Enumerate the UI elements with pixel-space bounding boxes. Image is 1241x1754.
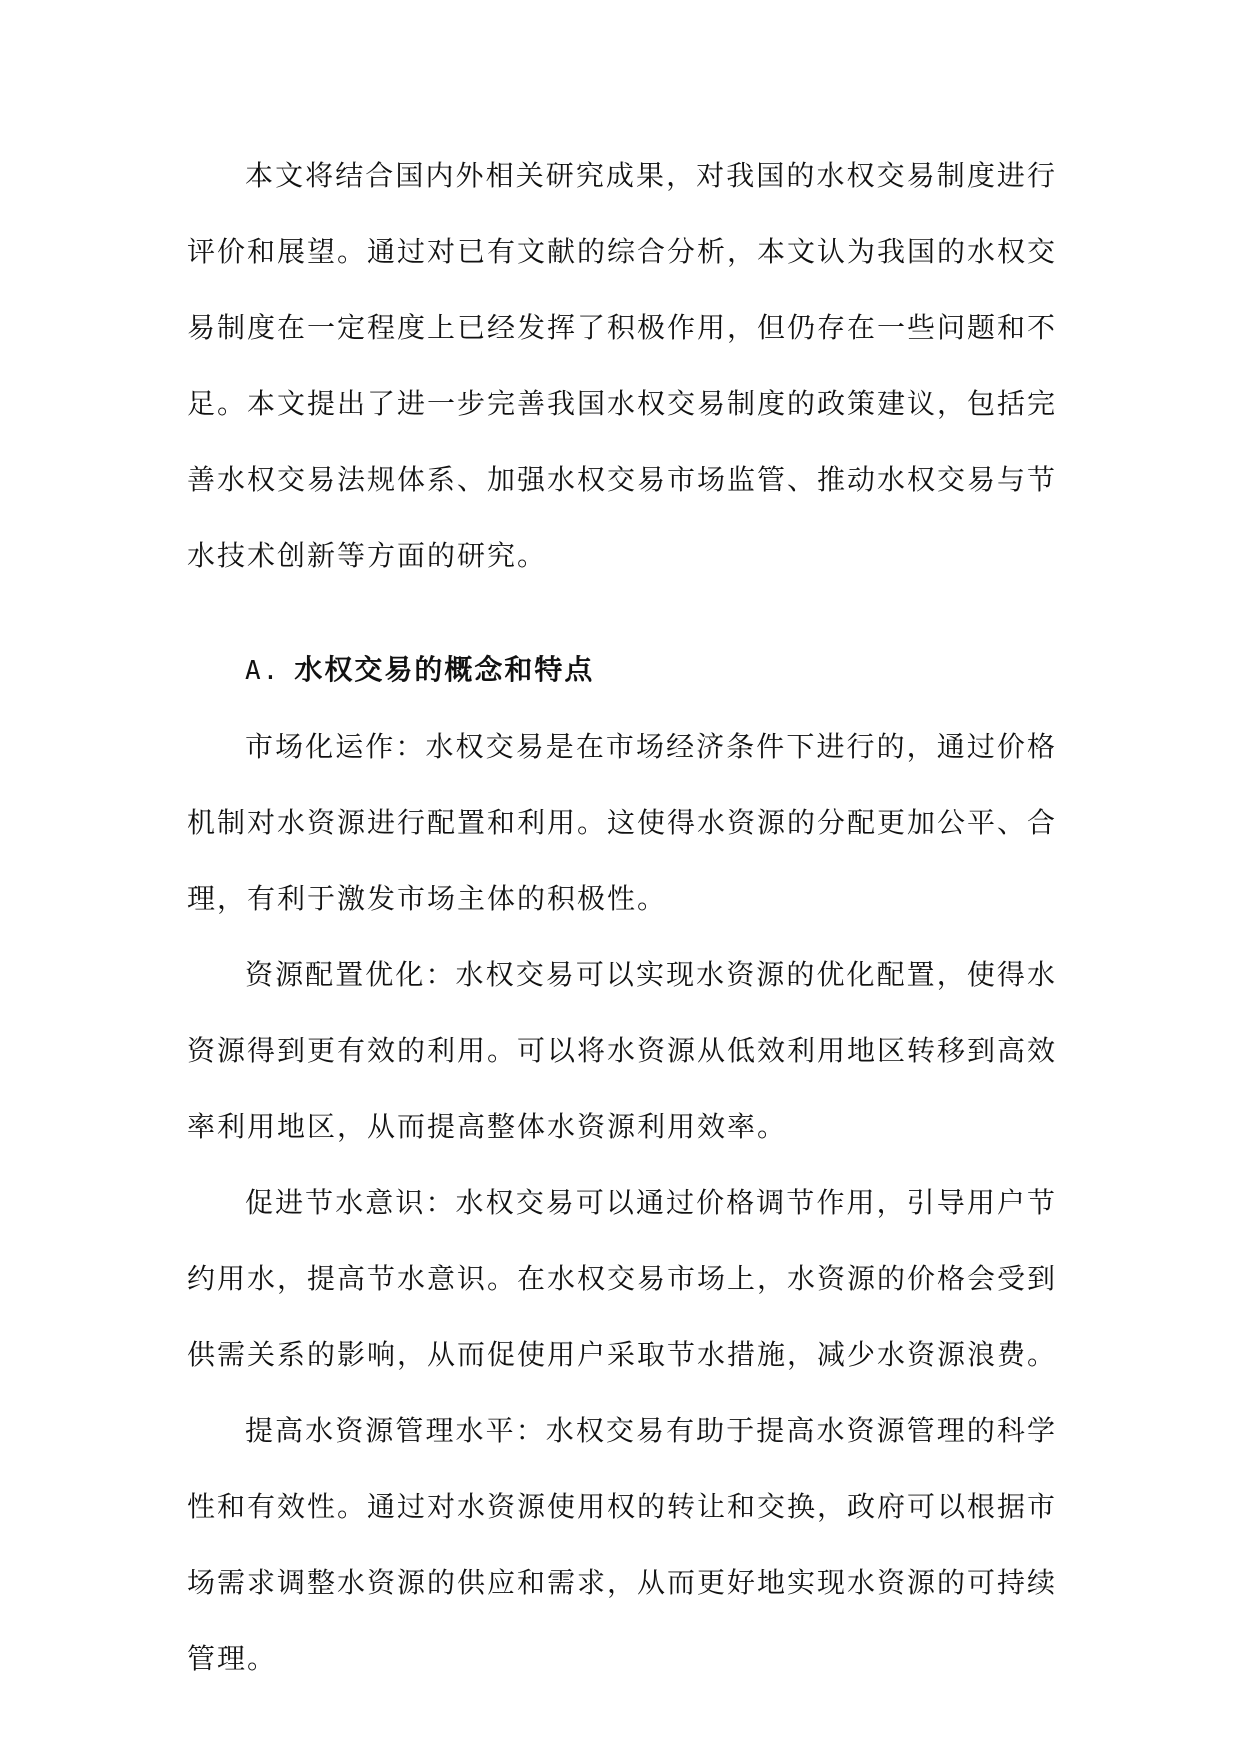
body-paragraph: 提高水资源管理水平：水权交易有助于提高水资源管理的科学性和有效性。通过对水资源使用权的转让和交换，政府可以根据市场需求调整水资源的供应和需求，从而更好地实现水资源的可持续管理。 [187,1414,1058,1675]
section-heading [187,632,1057,709]
intro-paragraph: 本文将结合国内外相关研究成果，对我国的水权交易制度进行评价和展望。通过对已有文献的综合分析，本文认为我国的水权交易制度在一定程度上已经发挥了积极作用，但仍存在一些问题和不足。本文提出了进一步完善我国水权交易制度的政策建议，包括完善水权交易法规体系、加强水权交易市场监管、推动水权交易与节水技术创新等方面的研究。 [187,159,1058,572]
body-paragraph: 资源配置优化：水权交易可以实现水资源的优化配置，使得水资源得到更有效的利用。可以将水资源从低效利用地区转移到高效率利用地区，从而提高整体水资源利用效率。 [187,958,1058,1143]
body-paragraph: 促进节水意识：水权交易可以通过价格调节作用，引导用户节约用水，提高节水意识。在水权交易市场上，水资源的价格会受到供需关系的影响，从而促使用户采取节水措施，减少水资源浪费。 [187,1186,1058,1371]
section-label: A. [245,656,281,686]
section-title: 水权交易的概念和特点 [294,653,595,686]
section-gap [187,594,1057,632]
body-paragraph: 市场化运作：水权交易是在市场经济条件下进行的，通过价格机制对水资源进行配置和利用。这使得水资源的分配更加公平、合理，有利于激发市场主体的积极性。 [187,730,1058,915]
document-body [187,138,1057,1697]
